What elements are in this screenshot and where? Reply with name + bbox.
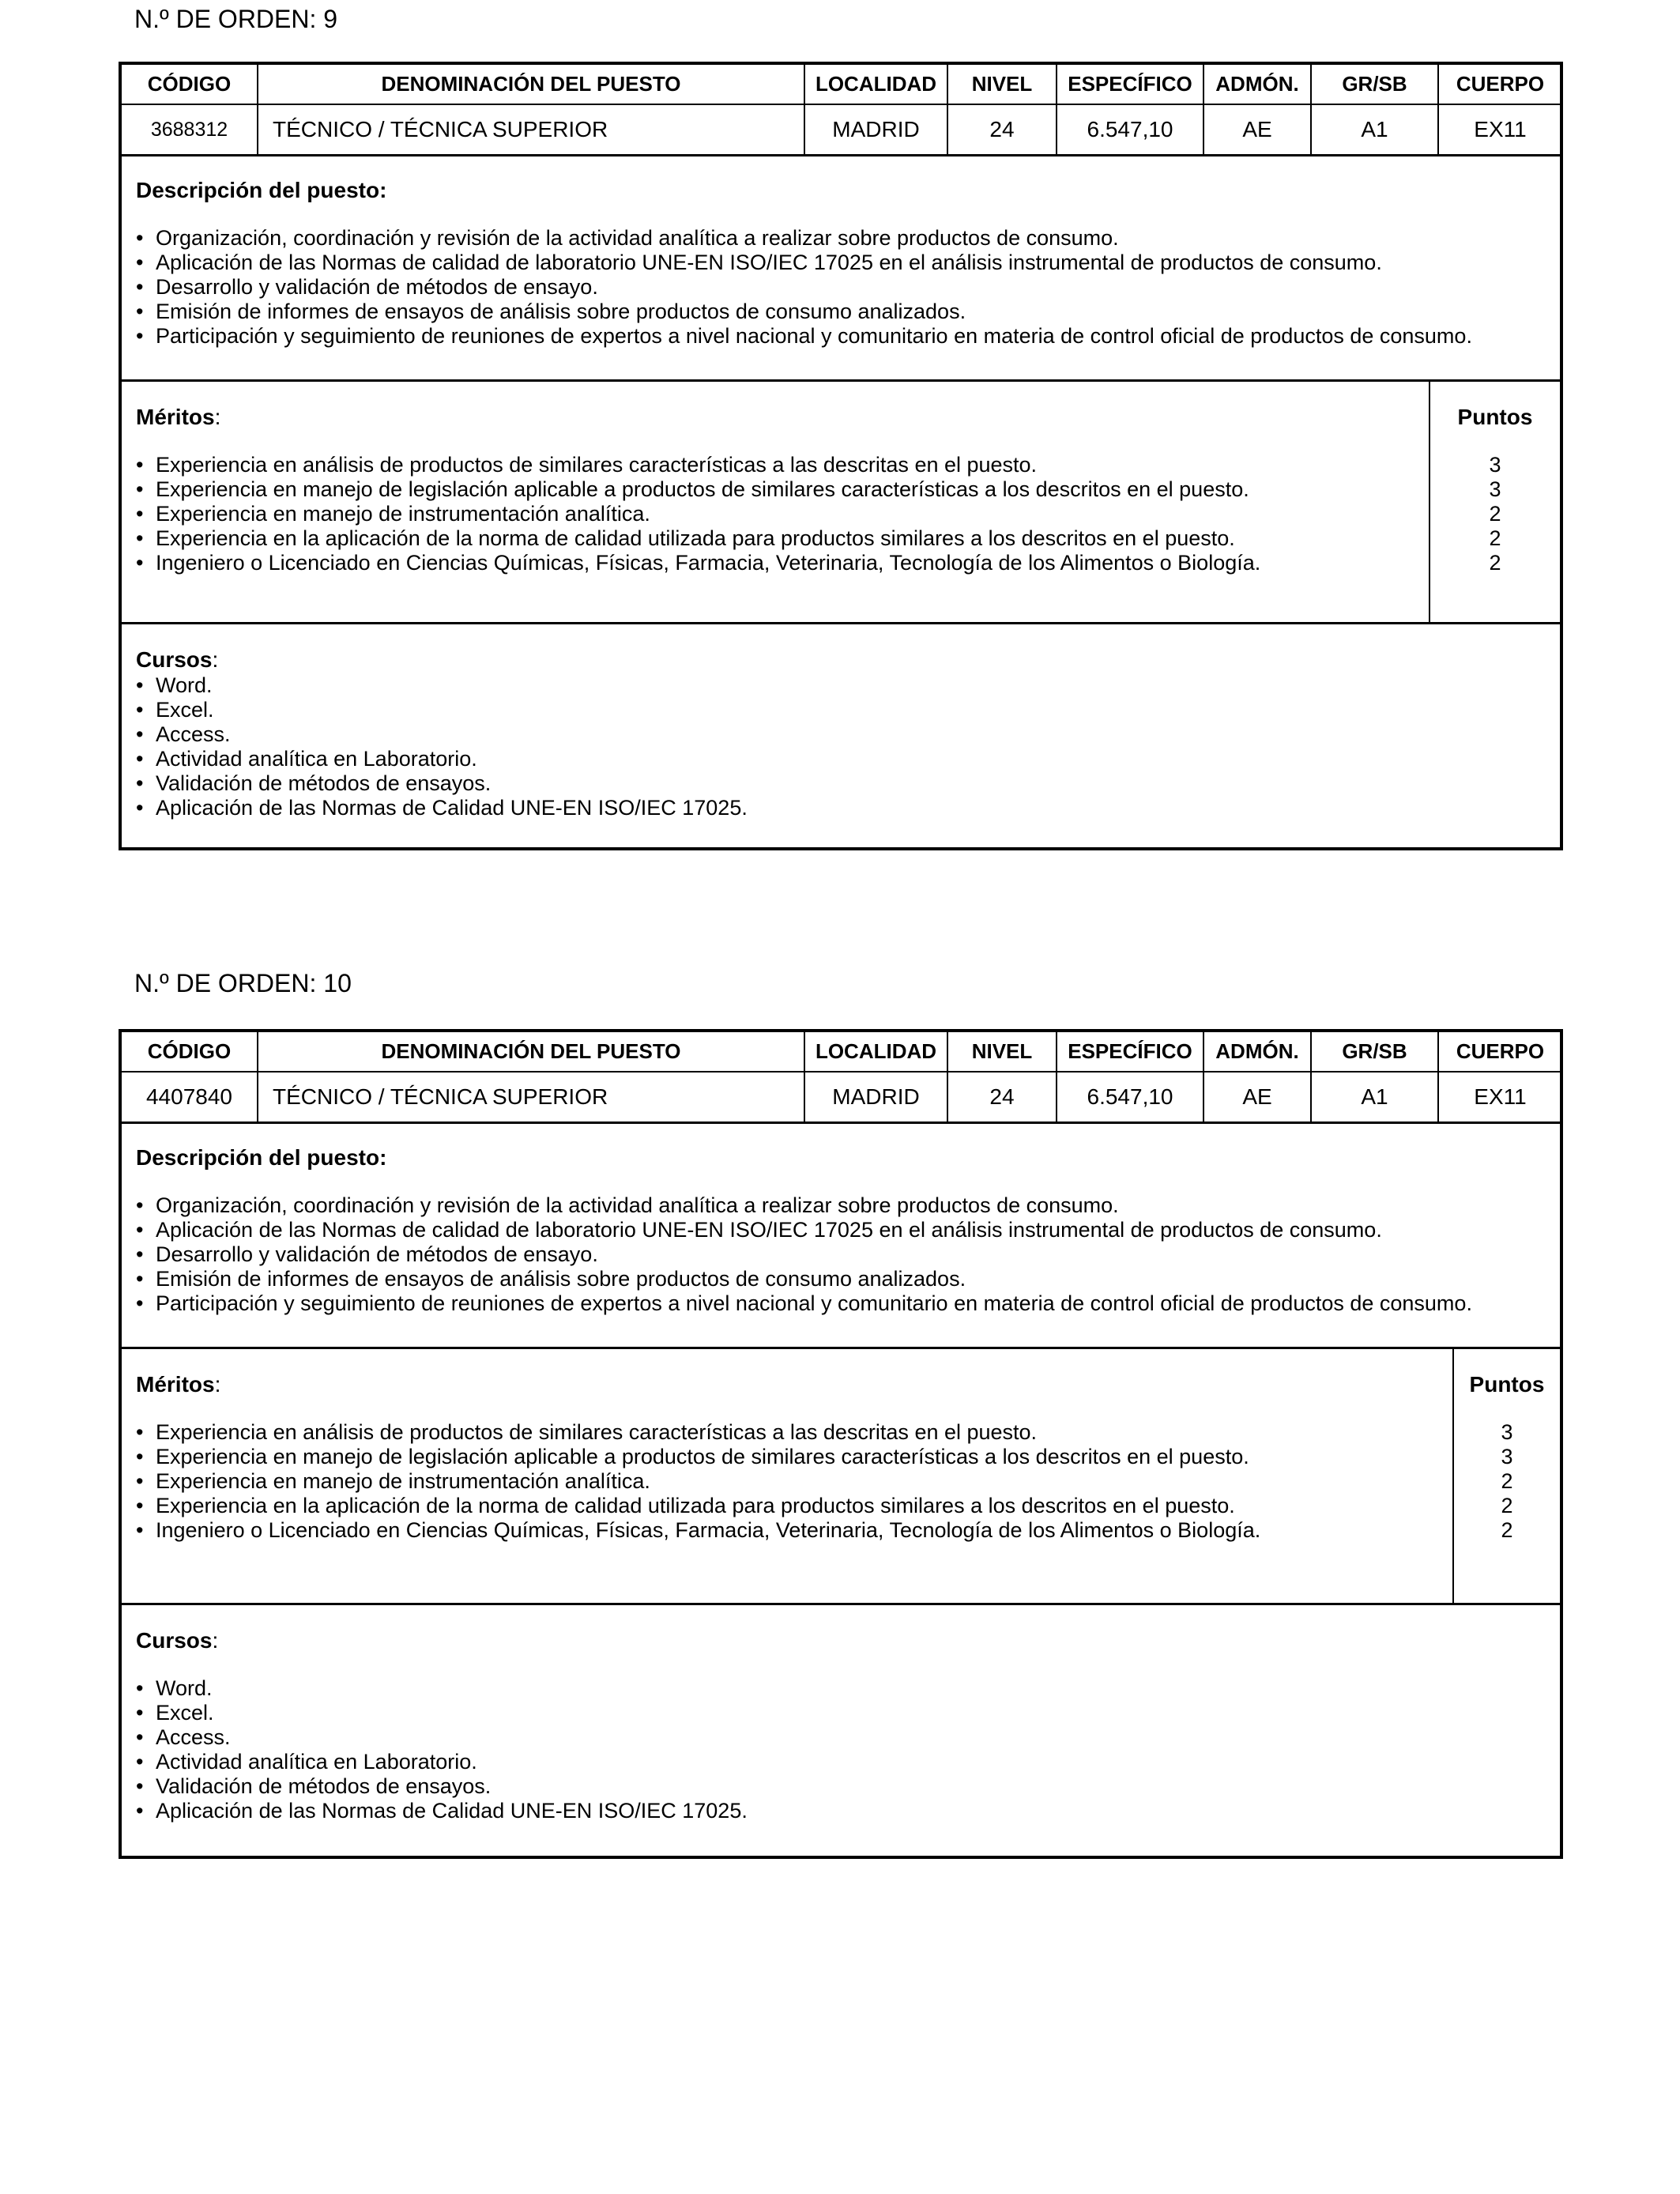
puntos-value: 2 <box>1501 1469 1513 1493</box>
meritos-title: Méritos: <box>136 1372 221 1397</box>
cell-codigo: 3688312 <box>122 104 258 154</box>
list-item: • Access. <box>136 722 1560 747</box>
list-item: • Experiencia en análisis de productos de similares características a las descritas en el puesto. <box>136 1420 1452 1445</box>
puntos-value: 2 <box>1489 526 1501 550</box>
meritos-section <box>122 379 1560 622</box>
list-item: • Aplicación de las Normas de Calidad UNE-EN ISO/IEC 17025. <box>136 1799 1560 1823</box>
cell-admon: AE <box>1203 104 1311 154</box>
puesto-header-table <box>122 65 1561 154</box>
cell-denominacion: TÉCNICO / TÉCNICA SUPERIOR <box>258 1072 804 1122</box>
orden-title: N.º DE ORDEN: 10 <box>134 969 352 997</box>
puntos-value: 3 <box>1501 1420 1513 1444</box>
list-item: • Participación y seguimiento de reuniones de expertos a nivel nacional y comunitario en materia de control oficial de productos de consumo. <box>136 1291 1560 1316</box>
meritos-list <box>136 1420 1452 1543</box>
puntos-value: 3 <box>1501 1445 1513 1468</box>
col-admon: ADMÓN. <box>1203 1032 1311 1072</box>
puesto-header-table <box>122 1032 1561 1122</box>
col-admon: ADMÓN. <box>1203 65 1311 104</box>
list-item: • Aplicación de las Normas de calidad de laboratorio UNE-EN ISO/IEC 17025 en el análisis instrumental de productos de consumo. <box>136 251 1560 275</box>
list-item: • Organización, coordinación y revisión de la actividad analítica a realizar sobre productos de consumo. <box>136 226 1560 251</box>
cell-denominacion: TÉCNICO / TÉCNICA SUPERIOR <box>258 104 804 154</box>
cursos-list <box>136 1676 1560 1823</box>
header-row <box>122 1032 1561 1072</box>
col-grsb: GR/SB <box>1311 1032 1438 1072</box>
puntos-value: 2 <box>1501 1494 1513 1517</box>
cursos-section <box>122 1603 1560 1853</box>
col-codigo: CÓDIGO <box>122 65 258 104</box>
list-item: • Excel. <box>136 698 1560 722</box>
col-localidad: LOCALIDAD <box>804 1032 947 1072</box>
list-item: • Desarrollo y validación de métodos de ensayo. <box>136 275 1560 300</box>
list-item: • Actividad analítica en Laboratorio. <box>136 1750 1560 1774</box>
col-grsb: GR/SB <box>1311 65 1438 104</box>
list-item: • Aplicación de las Normas de calidad de laboratorio UNE-EN ISO/IEC 17025 en el análisis instrumental de productos de consumo. <box>136 1218 1560 1242</box>
puntos-title: Puntos <box>1457 405 1533 429</box>
col-nivel: NIVEL <box>947 1032 1057 1072</box>
puntos-list <box>1454 1420 1560 1543</box>
cell-codigo: 4407840 <box>122 1072 258 1122</box>
cursos-title: Cursos: <box>136 1628 219 1653</box>
cell-localidad: MADRID <box>804 1072 947 1122</box>
list-item: • Excel. <box>136 1701 1560 1725</box>
cell-especifico: 6.547,10 <box>1057 1072 1203 1122</box>
cursos-title: Cursos: <box>136 647 219 672</box>
meritos-title: Méritos: <box>136 405 221 429</box>
puntos-value: 2 <box>1489 502 1501 526</box>
descripcion-section <box>122 1122 1560 1347</box>
col-localidad: LOCALIDAD <box>804 65 947 104</box>
puntos-column <box>1430 382 1560 622</box>
list-item: • Word. <box>136 1676 1560 1701</box>
descripcion-title: Descripción del puesto: <box>136 178 387 202</box>
col-nivel: NIVEL <box>947 65 1057 104</box>
meritos-list <box>136 453 1429 575</box>
descripcion-section <box>122 154 1560 379</box>
descripcion-list <box>136 226 1560 349</box>
col-codigo: CÓDIGO <box>122 1032 258 1072</box>
list-item: • Word. <box>136 673 1560 698</box>
col-cuerpo: CUERPO <box>1438 65 1561 104</box>
meritos-list-area <box>122 382 1430 622</box>
list-item: • Experiencia en manejo de instrumentación analítica. <box>136 1469 1452 1494</box>
cell-admon: AE <box>1203 1072 1311 1122</box>
col-denominacion: DENOMINACIÓN DEL PUESTO <box>258 65 804 104</box>
cell-localidad: MADRID <box>804 104 947 154</box>
list-item: • Experiencia en manejo de legislación aplicable a productos de similares características a los descritos en el puesto. <box>136 1445 1452 1469</box>
col-denominacion: DENOMINACIÓN DEL PUESTO <box>258 1032 804 1072</box>
list-item: • Actividad analítica en Laboratorio. <box>136 747 1560 771</box>
descripcion-list <box>136 1193 1560 1316</box>
list-item: • Organización, coordinación y revisión de la actividad analítica a realizar sobre productos de consumo. <box>136 1193 1560 1218</box>
list-item: • Desarrollo y validación de métodos de ensayo. <box>136 1242 1560 1267</box>
meritos-list-area <box>122 1349 1454 1603</box>
cell-especifico: 6.547,10 <box>1057 104 1203 154</box>
puntos-value: 3 <box>1489 477 1501 501</box>
cursos-list <box>136 673 1560 820</box>
table-row <box>122 104 1561 154</box>
list-item: • Experiencia en la aplicación de la norma de calidad utilizada para productos similares a los descritos en el puesto. <box>136 1494 1452 1518</box>
list-item: • Experiencia en manejo de instrumentación analítica. <box>136 502 1429 526</box>
puntos-value: 2 <box>1501 1518 1513 1542</box>
cell-nivel: 24 <box>947 104 1057 154</box>
meritos-section <box>122 1347 1560 1603</box>
list-item: • Experiencia en la aplicación de la norma de calidad utilizada para productos similares a los descritos en el puesto. <box>136 526 1429 551</box>
cell-cuerpo: EX11 <box>1474 117 1527 141</box>
header-row <box>122 65 1561 104</box>
puntos-value: 3 <box>1489 453 1501 477</box>
col-especifico: ESPECÍFICO <box>1057 1032 1203 1072</box>
puntos-list <box>1430 453 1560 575</box>
orden-title: N.º DE ORDEN: 9 <box>134 5 338 33</box>
list-item: • Ingeniero o Licenciado en Ciencias Químicas, Físicas, Farmacia, Veterinaria, Tecnología de los Alimentos o Biología. <box>136 551 1429 575</box>
table-row <box>122 1072 1561 1122</box>
puntos-value: 2 <box>1489 551 1501 575</box>
list-item: • Experiencia en análisis de productos de similares características a las descritas en el puesto. <box>136 453 1429 477</box>
cell-nivel: 24 <box>947 1072 1057 1122</box>
puesto-frame <box>119 62 1563 850</box>
list-item: • Access. <box>136 1725 1560 1750</box>
list-item: • Emisión de informes de ensayos de análisis sobre productos de consumo analizados. <box>136 1267 1560 1291</box>
list-item: • Participación y seguimiento de reuniones de expertos a nivel nacional y comunitario en materia de control oficial de productos de consumo. <box>136 324 1560 349</box>
puesto-frame <box>119 1029 1563 1859</box>
col-cuerpo: CUERPO <box>1438 1032 1561 1072</box>
list-item: • Ingeniero o Licenciado en Ciencias Químicas, Físicas, Farmacia, Veterinaria, Tecnología de los Alimentos o Biología. <box>136 1518 1452 1543</box>
list-item: • Validación de métodos de ensayos. <box>136 1774 1560 1799</box>
cell-grsb: A1 <box>1311 104 1438 154</box>
cell-grsb: A1 <box>1311 1072 1438 1122</box>
list-item: • Experiencia en manejo de legislación aplicable a productos de similares características a los descritos en el puesto. <box>136 477 1429 502</box>
cursos-section <box>122 622 1560 843</box>
col-especifico: ESPECÍFICO <box>1057 65 1203 104</box>
puntos-column <box>1454 1349 1560 1603</box>
list-item: • Validación de métodos de ensayos. <box>136 771 1560 796</box>
list-item: • Emisión de informes de ensayos de análisis sobre productos de consumo analizados. <box>136 300 1560 324</box>
descripcion-title: Descripción del puesto: <box>136 1145 387 1170</box>
list-item: • Aplicación de las Normas de Calidad UNE-EN ISO/IEC 17025. <box>136 796 1560 820</box>
cell-cuerpo: EX11 <box>1474 1084 1527 1109</box>
puntos-title: Puntos <box>1469 1372 1545 1397</box>
